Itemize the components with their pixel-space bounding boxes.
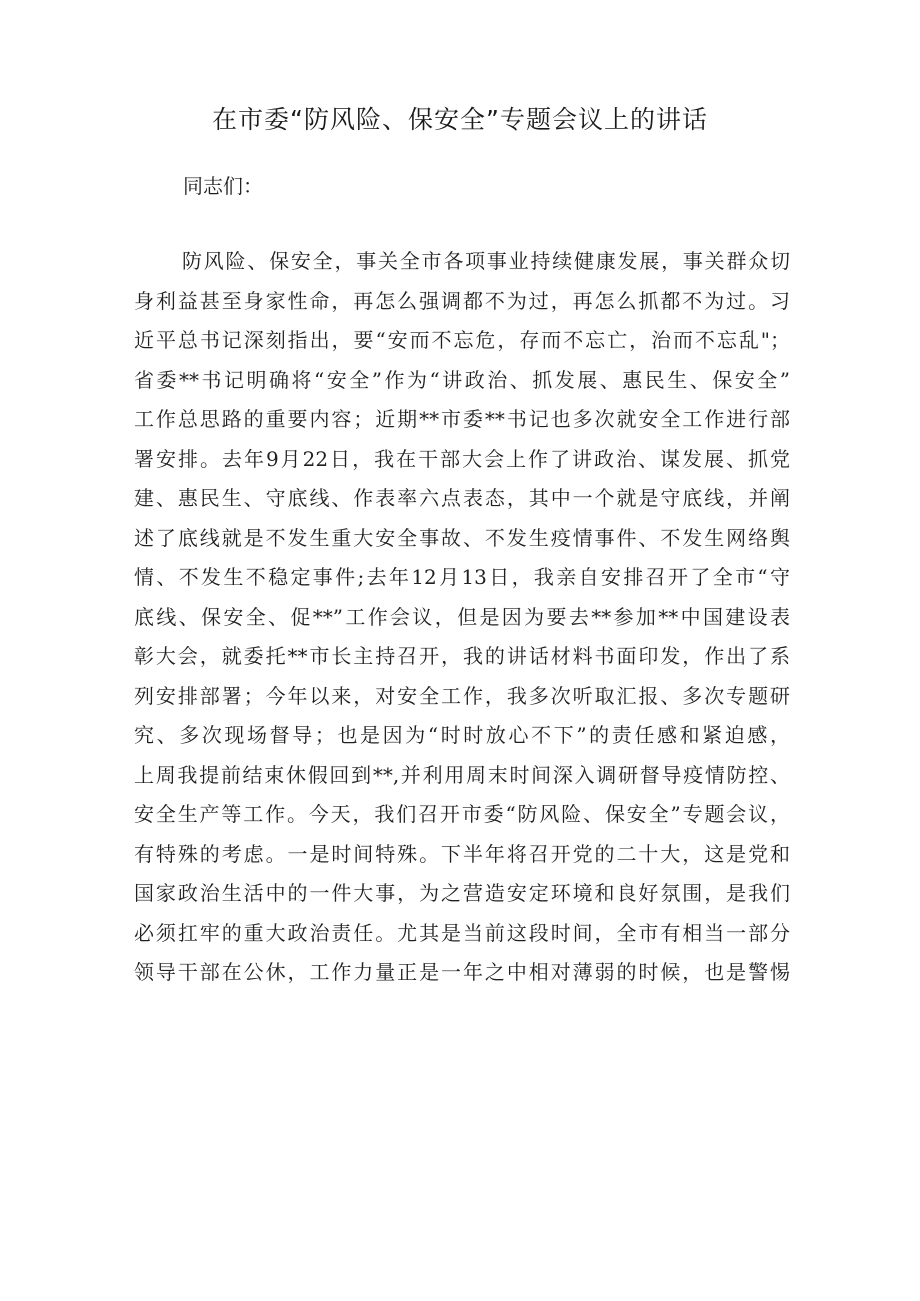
- paragraph-line: 述了底线就是不发生重大安全事故、不发生疫情事件、不发生网络舆: [134, 525, 790, 550]
- paragraph-line: 必须扛牢的重大政治责任。尤其是当前这段时间，全市有相当一部分: [134, 920, 790, 945]
- body-paragraph: [134, 242, 790, 993]
- paragraph-line: 彰大会，就委托**市长主持召开，我的讲话材料书面印发，作出了系: [134, 644, 790, 668]
- paragraph-line: 身利益甚至身家性命，再怎么强调都不为过，再怎么抓都不为过。习: [134, 288, 790, 313]
- paragraph-line: 情、不发生不稳定事件;去年12月13日，我亲自安排召开了全市“守: [134, 565, 790, 589]
- paragraph-line: 省委**书记明确将“安全”作为“讲政治、抓发展、惠民生、保安全”: [134, 367, 790, 392]
- paragraph-line: 署安排。去年9月22日，我在干部大会上作了讲政治、谋发展、抓党: [134, 446, 790, 471]
- paragraph-line: 底线、保安全、促**”工作会议，但是因为要去**参加**中国建设表: [134, 604, 790, 629]
- paragraph-line: 建、惠民生、守底线、作表率六点表态，其中一个就是守底线，并阐: [134, 486, 790, 510]
- paragraph-line: 工作总思路的重要内容；近期**市委**书记也多次就安全工作进行部: [134, 407, 790, 431]
- paragraph-line: 究、多次现场督导；也是因为“时时放心不下”的责任感和紧迫感，: [134, 723, 790, 747]
- paragraph-line: 上周我提前结束休假回到**,并利用周末时间深入调研督导疫情防控、: [134, 762, 790, 787]
- paragraph-line: 领导干部在公休，工作力量正是一年之中相对薄弱的时候，也是警惕: [134, 960, 790, 984]
- paragraph-line: 国家政治生活中的一件大事，为之营造安定环境和良好氛围，是我们: [134, 881, 790, 905]
- paragraph-line: 有特殊的考虑。一是时间特殊。下半年将召开党的二十大，这是党和: [134, 841, 790, 866]
- paragraph-line: 防风险、保安全，事关全市各项事业持续健康发展，事关群众切: [182, 249, 790, 273]
- paragraph-line: 列安排部署；今年以来，对安全工作，我多次听取汇报、多次专题研: [134, 683, 790, 708]
- paragraph-line: 近平总书记深刻指出，要“安而不忘危，存而不忘亡，治而不忘乱"；: [134, 328, 790, 352]
- salutation: 同志们：: [183, 174, 263, 198]
- document-title: 在市委“防风险、保安全”专题会议上的讲话: [212, 105, 708, 134]
- paragraph-line: 安全生产等工作。今天，我们召开市委“防风险、保安全”专题会议，: [134, 802, 790, 826]
